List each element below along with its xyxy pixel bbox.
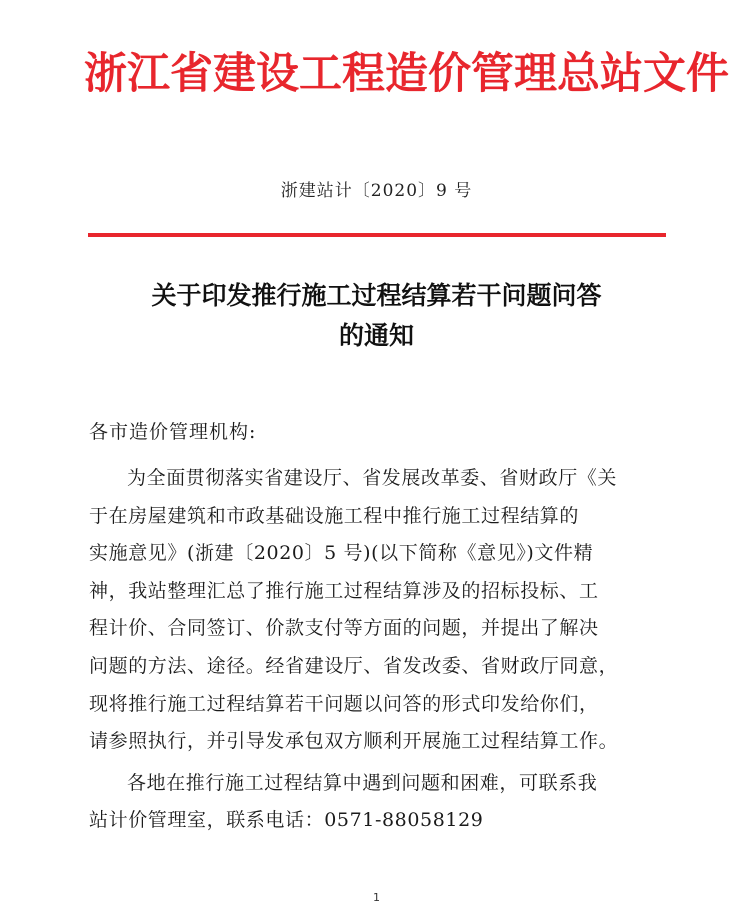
paragraph-1-line: 实施意见》(浙建〔2020〕5 号)(以下简称《意见》)文件精 [89, 542, 594, 565]
body-text [89, 460, 669, 840]
notice-title [0, 276, 753, 356]
salutation: 各市造价管理机构: [89, 421, 257, 443]
paragraph-1-line: 问题的方法、途径。经省建设厅、省发改委、省财政厅同意， [89, 654, 619, 677]
paragraph-1-line: 神，我站整理汇总了推行施工过程结算涉及的招标投标、工 [89, 579, 599, 602]
paragraph-1-line: 程计价、合同签订、价款支付等方面的问题，并提出了解决 [89, 617, 599, 640]
paragraph-2-line: 各地在推行施工过程结算中遇到问题和困难，可联系我 [127, 771, 598, 794]
document-header-title: 浙江省建设工程造价管理总站文件 [84, 49, 729, 99]
paragraph-1-line: 请参照执行，并引导发承包双方顺利开展施工过程结算工作。 [89, 730, 619, 753]
paragraph-1-line: 于在房屋建筑和市政基础设施工程中推行施工过程结算的 [89, 504, 580, 527]
red-divider-rule [88, 233, 666, 237]
notice-title-line-2: 的通知 [338, 321, 414, 350]
paragraph-2-line: 站计价管理室，联系电话：0571-88058129 [89, 809, 484, 832]
document-number: 浙建站计〔2020〕9 号 [280, 181, 473, 201]
notice-title-line-1: 关于印发推行施工过程结算若干问题问答 [151, 281, 602, 310]
paragraph-1-line: 现将推行施工过程结算若干问题以问答的形式印发给你们， [89, 692, 599, 715]
page-number: 1 [373, 891, 380, 904]
paragraph-1-line: 为全面贯彻落实省建设厅、省发展改革委、省财政厅《关 [127, 467, 618, 489]
